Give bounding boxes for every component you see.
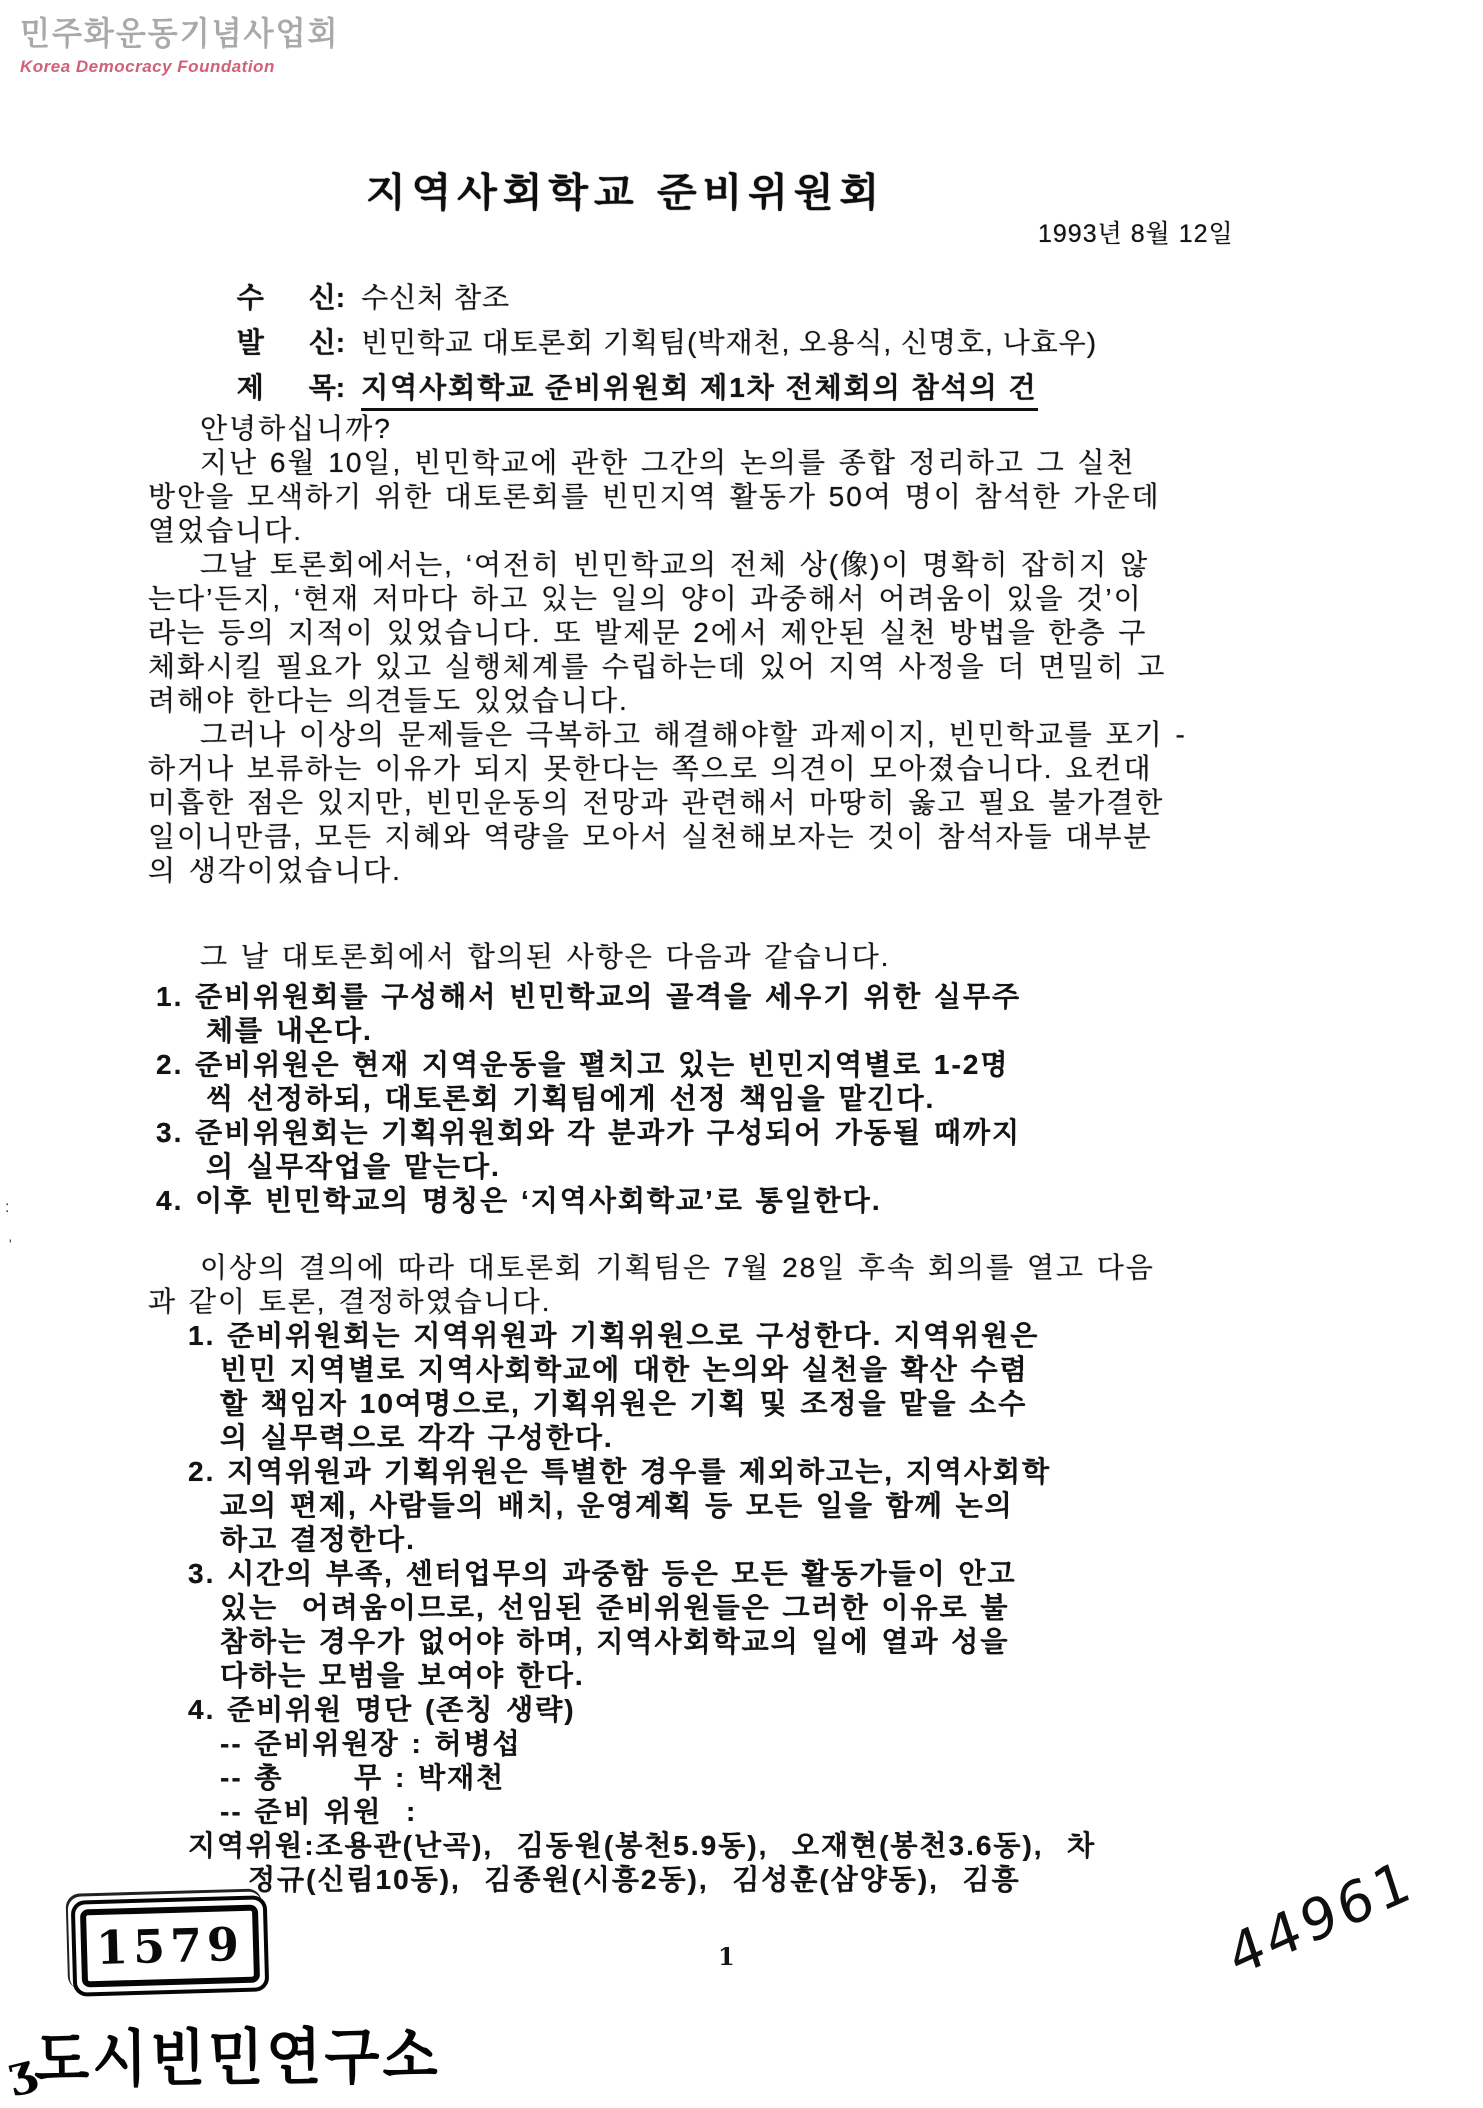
body-section-intro	[148, 412, 1408, 888]
text-line: 2. 지역위원과 기획위원은 특별한 경우를 제외하고는, 지역사회학	[188, 1456, 1052, 1487]
text-line: 4. 이후 빈민학교의 명칭은 ‘지역사회학교’로 통일한다.	[156, 1185, 882, 1216]
field-label: 신:	[308, 327, 346, 358]
text-line: 이상의 결의에 따라 대토론회 기획팀은 7월 28일 후속 회의를 열고 다음	[200, 1252, 1155, 1283]
text-line: 교의 편제, 사람들의 배치, 운영계획 등 모든 일을 함께 논의	[220, 1490, 1014, 1521]
text-line: 하고 결정한다.	[220, 1524, 416, 1555]
text-line: 의 실무력으로 각각 구성한다.	[220, 1422, 614, 1453]
text-line: 1. 준비위원회는 지역위원과 기획위원으로 구성한다. 지역위원은	[188, 1320, 1040, 1351]
field-label: 발	[236, 327, 264, 358]
handwritten-number: 44961	[1220, 1847, 1422, 1990]
logo-english-text: Korea Democracy Foundation	[20, 57, 275, 76]
text-line: 그날 토론회에서는, ‘여전히 빈민학교의 전체 상(像)이 명확히 잡히지 않	[200, 549, 1150, 580]
text-line: 방안을 모색하기 위한 대토론회를 빈민지역 활동가 50여 명이 참석한 가운데	[148, 481, 1161, 512]
field-label: 목:	[308, 372, 346, 403]
text-line: 하거나 보류하는 이유가 되지 못한다는 쪽으로 의견이 모아졌습니다. 요컨대	[148, 753, 1153, 784]
text-line: 는다’든지, ‘현재 저마다 하고 있는 일의 양이 과중해서 어려움이 있을 것’이	[148, 583, 1143, 614]
text-line: 그 날 대토론회에서 합의된 사항은 다음과 같습니다.	[200, 941, 891, 972]
text-line: 지난 6월 10일, 빈민학교에 관한 그간의 논의를 종합 정리하고 그 실천	[200, 447, 1136, 478]
text-line: -- 준비위원장 : 허병섭	[220, 1728, 522, 1759]
recipient-fields	[190, 244, 1098, 403]
scribble-mark: ʒ	[2, 2043, 39, 2100]
document-date: 1993년 8월 12일	[1038, 220, 1234, 248]
text-line: 2. 준비위원은 현재 지역운동을 펼치고 있는 빈민지역별로 1-2명	[156, 1049, 1010, 1080]
text-line: 의 생각이었습니다.	[148, 855, 402, 886]
text-line: 있는 어려움이므로, 선임된 준비위원들은 그러한 이유로 불	[220, 1592, 1010, 1623]
text-line: 4. 준비위원 명단 (존칭 생략)	[188, 1694, 576, 1725]
body-section-decisions	[148, 1251, 1408, 1897]
text-line: 안녕하십니까?	[200, 413, 392, 444]
text-line: -- 총 무 : 박재천	[220, 1762, 506, 1793]
text-line: 3. 시간의 부족, 센터업무의 과중함 등은 모든 활동가들이 안고	[188, 1558, 1017, 1589]
text-line: -- 준비 위원 :	[220, 1796, 418, 1827]
text-line: 1. 준비위원회를 구성해서 빈민학교의 골격을 세우기 위한 실무주	[156, 981, 1022, 1012]
text-line: 려해야 한다는 의견들도 있었습니다.	[148, 685, 629, 716]
text-line: 과 같이 토론, 결정하였습니다.	[148, 1286, 552, 1317]
text-line: 라는 등의 지적이 있었습니다. 또 발제문 2에서 제안된 실천 방법을 한층 구	[148, 617, 1148, 648]
handwritten-org-name: 도시빈민연구소	[33, 2022, 441, 2096]
text-line: 씩 선정하되, 대토론회 기획팀에게 선정 책임을 맡긴다.	[206, 1083, 936, 1114]
logo-korean-text: 민주화운동기념사업회	[20, 15, 340, 53]
scan-artifact: :	[5, 1199, 10, 1216]
text-line: 다하는 모범을 보여야 한다.	[220, 1660, 585, 1691]
scan-artifact: '	[9, 1236, 12, 1252]
text-line: 일이니만큼, 모든 지혜와 역량을 모아서 실천해보자는 것이 참석자들 대부분	[148, 821, 1153, 852]
field-recipient	[190, 244, 1097, 313]
text-line: 체를 내온다.	[206, 1015, 373, 1046]
body-section-agreements	[148, 940, 1408, 1218]
text-line: 할 책임자 10여명으로, 기획위원은 기획 및 조정을 맡을 소수	[220, 1388, 1028, 1419]
field-value: 빈민학교 대토론회 기획팀(박재천, 오용식, 신명호, 나효우)	[361, 327, 1098, 358]
document-title: 지역사회학교 준비위원회	[366, 170, 886, 215]
archive-number-text: 1579	[80, 1905, 260, 1988]
text-line: 정규(신림10동), 김종원(시흥2동), 김성훈(삼양동), 김흥	[248, 1864, 1021, 1895]
foundation-logo	[20, 8, 339, 77]
text-line: 참하는 경우가 없어야 하며, 지역사회학교의 일에 열과 성을	[220, 1626, 1010, 1657]
text-line: 그러나 이상의 문제들은 극복하고 해결해야할 과제이지, 빈민학교를 포기 -	[200, 719, 1187, 750]
text-line: 3. 준비위원회는 기획위원회와 각 분과가 구성되어 가동될 때까지	[156, 1117, 1022, 1148]
field-label: 제	[236, 372, 264, 403]
text-line: 빈민 지역별로 지역사회학교에 대한 논의와 실천을 확산 수렴	[220, 1354, 1029, 1385]
archive-number-stamp	[71, 1895, 270, 1996]
field-value: 수신처 참조	[361, 282, 511, 313]
text-line: 열었습니다.	[148, 515, 304, 546]
field-value-subject: 지역사회학교 준비위원회 제1차 전체회의 참석의 건	[361, 372, 1037, 411]
text-line: 의 실무작업을 맡는다.	[206, 1151, 501, 1182]
field-label: 신:	[308, 282, 346, 313]
field-label: 수	[236, 282, 264, 313]
text-line: 미흡한 점은 있지만, 빈민운동의 전망과 관련해서 마땅히 옳고 필요 불가결한	[148, 787, 1165, 818]
page-number: 1	[718, 1942, 735, 1971]
text-line: 체화시킬 필요가 있고 실행체계를 수립하는데 있어 지역 사정을 더 면밀히 고	[148, 651, 1167, 682]
text-line: 지역위원:조용관(난곡), 김동원(봉천5.9동), 오재현(봉천3.6동), 차	[188, 1830, 1097, 1861]
